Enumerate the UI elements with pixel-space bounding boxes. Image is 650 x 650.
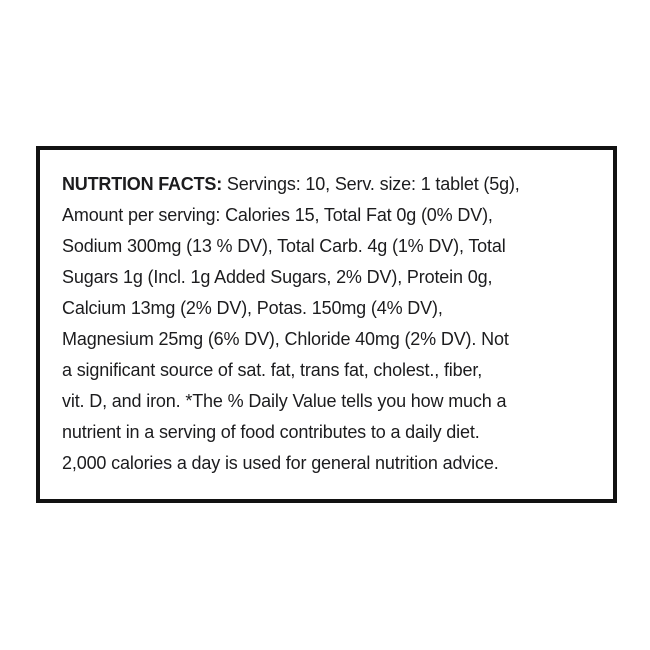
nutrition-line-7: a significant source of sat. fat, trans fat, cholest., fiber, — [62, 360, 483, 380]
nutrition-line-4: Sugars 1g (Incl. 1g Added Sugars, 2% DV), Protein 0g, — [62, 267, 493, 287]
nutrition-line-3: Sodium 300mg (13 % DV), Total Carb. 4g (1% DV), Total — [62, 236, 506, 256]
nutrition-line-6: Magnesium 25mg (6% DV), Chloride 40mg (2% DV). Not — [62, 329, 509, 349]
nutrition-line-1 — [62, 169, 592, 200]
nutrition-facts-label — [36, 146, 617, 503]
nutrition-line-5: Calcium 13mg (2% DV), Potas. 150mg (4% DV), — [62, 298, 443, 318]
nutrition-line-9: nutrient in a serving of food contributes to a daily diet. — [62, 422, 480, 442]
nutrition-facts-title: NUTRTION FACTS: — [62, 174, 222, 194]
nutrition-line-2: Amount per serving: Calories 15, Total Fat 0g (0% DV), — [62, 205, 493, 225]
nutrition-line-10: 2,000 calories a day is used for general nutrition advice. — [62, 453, 499, 473]
nutrition-line-8: vit. D, and iron. *The % Daily Value tells you how much a — [62, 391, 507, 411]
nutrition-line-1-text: Servings: 10, Serv. size: 1 tablet (5g), — [226, 174, 520, 194]
